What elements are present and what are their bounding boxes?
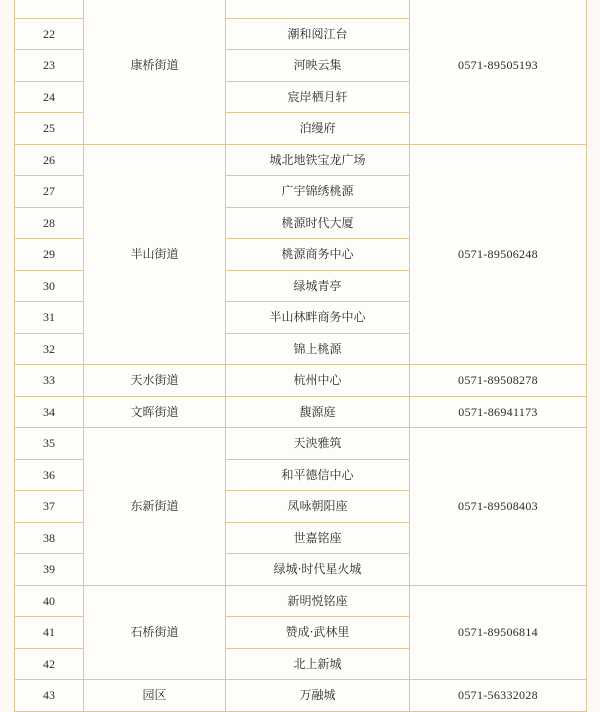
row-number: 34 — [15, 396, 84, 428]
street-name: 康桥街道 — [84, 0, 226, 144]
row-number: 31 — [15, 302, 84, 334]
table-row — [15, 396, 587, 428]
place-name: 天泱雅筑 — [226, 428, 410, 460]
place-name: 绿城·时代星火城 — [226, 554, 410, 586]
row-number: 43 — [15, 680, 84, 712]
street-name: 石桥街道 — [84, 585, 226, 680]
row-number: 36 — [15, 459, 84, 491]
row-number — [15, 0, 84, 18]
row-number: 35 — [15, 428, 84, 460]
row-number: 25 — [15, 113, 84, 145]
place-name: 北上新城 — [226, 648, 410, 680]
place-name: 凤咏朝阳座 — [226, 491, 410, 523]
place-name: 新明悦铭座 — [226, 585, 410, 617]
place-name: 潮和阅江台 — [226, 18, 410, 50]
table-row — [15, 0, 587, 18]
place-name: 城北地铁宝龙广场 — [226, 144, 410, 176]
place-name: 和平德信中心 — [226, 459, 410, 491]
community-contact-table — [14, 0, 587, 712]
place-name: 赞成·武林里 — [226, 617, 410, 649]
street-name: 半山街道 — [84, 144, 226, 365]
place-name — [226, 0, 410, 18]
row-number: 32 — [15, 333, 84, 365]
row-number: 26 — [15, 144, 84, 176]
table-row — [15, 585, 587, 617]
place-name: 桃源商务中心 — [226, 239, 410, 271]
phone-number: 0571-89505193 — [410, 0, 587, 144]
place-name: 宸岸栖月轩 — [226, 81, 410, 113]
row-number: 23 — [15, 50, 84, 82]
place-name: 锦上桃源 — [226, 333, 410, 365]
place-name: 万融城 — [226, 680, 410, 712]
phone-number: 0571-89508278 — [410, 365, 587, 397]
street-name: 园区 — [84, 680, 226, 712]
place-name: 杭州中心 — [226, 365, 410, 397]
row-number: 29 — [15, 239, 84, 271]
row-number: 40 — [15, 585, 84, 617]
row-number: 39 — [15, 554, 84, 586]
place-name: 桃源时代大厦 — [226, 207, 410, 239]
row-number: 28 — [15, 207, 84, 239]
place-name: 世嘉铭座 — [226, 522, 410, 554]
phone-number: 0571-89506248 — [410, 144, 587, 365]
row-number: 42 — [15, 648, 84, 680]
row-number: 30 — [15, 270, 84, 302]
place-name: 河映云集 — [226, 50, 410, 82]
phone-number: 0571-89508403 — [410, 428, 587, 586]
row-number: 22 — [15, 18, 84, 50]
phone-number: 0571-89506814 — [410, 585, 587, 680]
street-name: 东新街道 — [84, 428, 226, 586]
street-name: 文晖街道 — [84, 396, 226, 428]
table-row — [15, 144, 587, 176]
table-row — [15, 428, 587, 460]
place-name: 馥源庭 — [226, 396, 410, 428]
place-name: 泊缦府 — [226, 113, 410, 145]
row-number: 37 — [15, 491, 84, 523]
row-number: 41 — [15, 617, 84, 649]
street-name: 天水街道 — [84, 365, 226, 397]
table-row — [15, 365, 587, 397]
row-number: 24 — [15, 81, 84, 113]
place-name: 半山林畔商务中心 — [226, 302, 410, 334]
table-row — [15, 680, 587, 712]
row-number: 33 — [15, 365, 84, 397]
phone-number: 0571-86941173 — [410, 396, 587, 428]
row-number: 27 — [15, 176, 84, 208]
phone-number: 0571-56332028 — [410, 680, 587, 712]
place-name: 绿城青亭 — [226, 270, 410, 302]
place-name: 广宇锦绣桃源 — [226, 176, 410, 208]
row-number: 38 — [15, 522, 84, 554]
